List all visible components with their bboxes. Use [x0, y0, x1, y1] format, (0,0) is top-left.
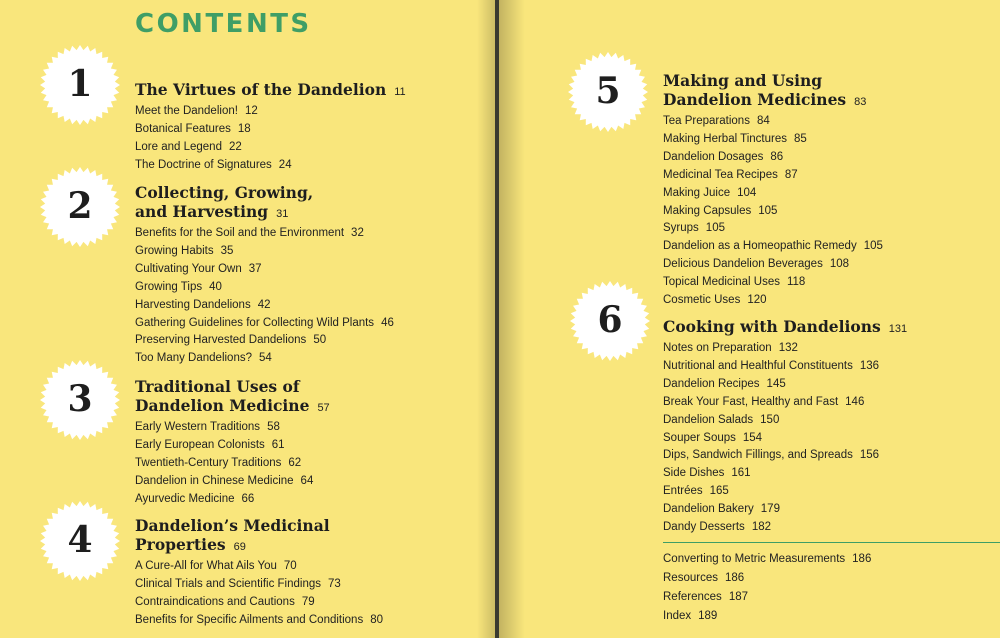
toc-entry-title: Lore and Legend [135, 140, 222, 153]
chapter-number: 5 [595, 70, 621, 112]
chapter-title-line: Traditional Uses of [135, 377, 300, 396]
toc-entry[interactable] [663, 185, 883, 203]
toc-entry-page: 79 [301, 595, 315, 608]
chapter-6-badge [569, 280, 651, 362]
chapter-number: 6 [597, 299, 623, 341]
chapter-title-line: Collecting, Growing, [135, 183, 314, 202]
toc-entry-title: Benefits for Specific Ailments and Conditions [135, 613, 364, 626]
back-matter-page: 186 [724, 572, 745, 584]
toc-entry-title: Making Herbal Tinctures [663, 132, 787, 145]
toc-entry-title: Side Dishes [663, 467, 725, 480]
back-matter-page: 189 [698, 610, 718, 622]
back-matter-title: Index [663, 610, 692, 622]
toc-entry-title: Syrups [663, 222, 699, 235]
toc-entry-page: 35 [220, 244, 234, 257]
toc-entry-page: 165 [709, 485, 729, 498]
toc-entry[interactable] [135, 315, 394, 333]
toc-entry[interactable] [135, 103, 406, 121]
toc-entry-page: 105 [758, 204, 778, 217]
toc-entry-page: 182 [751, 521, 771, 534]
toc-entry-page: 64 [300, 474, 314, 487]
chapter-page-number: 31 [276, 208, 289, 220]
toc-entry-page: 70 [283, 560, 297, 572]
chapter-title-line: Properties [135, 535, 226, 554]
toc-entry-title: Benefits for the Soil and the Environment [135, 227, 345, 239]
toc-entry[interactable] [135, 437, 330, 455]
toc-entry-title: Break Your Fast, Healthy and Fast [663, 395, 839, 408]
toc-entry-page: 24 [278, 158, 292, 171]
toc-entry-title: Dandelion Recipes [663, 377, 760, 390]
toc-entry[interactable] [663, 167, 883, 185]
toc-entry[interactable] [663, 256, 883, 274]
toc-entry-title: Tea Preparations [663, 115, 750, 127]
toc-entry-page: 18 [237, 122, 251, 135]
toc-entry[interactable] [663, 149, 883, 167]
chapter-title[interactable] [135, 183, 394, 224]
toc-entry-page: 118 [786, 276, 806, 289]
toc-entry-page: 86 [770, 150, 784, 163]
chapter-6 [663, 317, 907, 537]
toc-entry[interactable] [135, 455, 330, 473]
chapter-number: 1 [67, 63, 93, 105]
toc-entry-title: A Cure-All for What Ails You [135, 560, 277, 572]
toc-entry-title: Dandelion Dosages [663, 150, 764, 163]
back-matter [663, 550, 871, 626]
chapter-title[interactable] [663, 317, 907, 339]
toc-entry-page: 12 [244, 105, 258, 117]
toc-entry-title: Dandelion Salads [663, 413, 754, 426]
chapter-title[interactable] [135, 377, 330, 418]
chapter-number: 4 [67, 519, 93, 561]
chapter-1 [135, 80, 406, 175]
toc-entry-title: Botanical Features [135, 122, 231, 135]
toc-entry[interactable] [663, 358, 907, 376]
toc-entry[interactable] [663, 465, 907, 483]
back-matter-list [663, 550, 871, 626]
toc-entry-page: 22 [228, 140, 242, 153]
toc-entry-title: Early European Colonists [135, 438, 265, 451]
back-matter-entry[interactable] [663, 607, 871, 626]
toc-entry[interactable] [135, 243, 394, 261]
toc-entry[interactable] [135, 612, 383, 630]
toc-entry[interactable] [135, 332, 394, 350]
toc-entry-title: Dandelion as a Homeopathic Remedy [663, 240, 857, 253]
toc-entry-page: 50 [313, 334, 327, 347]
toc-entry-page: 37 [248, 262, 262, 275]
back-matter-page: 186 [852, 553, 872, 565]
chapter-1-badge [39, 44, 121, 126]
toc-entry-page: 132 [778, 342, 798, 354]
toc-entry[interactable] [663, 447, 907, 465]
chapter-title[interactable] [135, 516, 383, 557]
toc-entry-page: 161 [731, 467, 751, 480]
toc-entry[interactable] [663, 274, 883, 292]
toc-entry[interactable] [663, 483, 907, 501]
toc-entry-title: Too Many Dandelions? [135, 352, 252, 365]
toc-entry-page: 62 [288, 456, 302, 469]
toc-entry[interactable] [663, 501, 907, 519]
toc-entry[interactable] [663, 412, 907, 430]
toc-entry[interactable] [663, 519, 907, 537]
toc-entry-page: 136 [859, 359, 880, 372]
toc-entry-title: Entrées [663, 485, 703, 498]
back-matter-entry[interactable] [663, 569, 871, 588]
toc-entry-page: 145 [766, 377, 786, 390]
toc-entry-title: Twentieth-Century Traditions [135, 456, 282, 469]
chapter-title[interactable] [135, 80, 406, 102]
toc-entry[interactable] [135, 594, 383, 612]
toc-entry-title: Souper Soups [663, 431, 736, 444]
toc-entry[interactable] [135, 279, 394, 297]
chapter-entries [663, 340, 907, 537]
toc-entry-title: Dandelion in Chinese Medicine [135, 474, 294, 487]
toc-entry-title: Harvesting Dandelions [135, 298, 251, 311]
toc-entry[interactable] [663, 220, 883, 238]
toc-entry-title: Early Western Traditions [135, 421, 261, 433]
toc-entry-page: 108 [829, 258, 850, 271]
back-matter-page: 187 [728, 591, 748, 603]
contents-heading: CONTENTS [135, 9, 312, 39]
chapter-2-badge [39, 166, 121, 248]
chapter-entries [135, 558, 383, 630]
toc-entry-title: Dandelion Bakery [663, 503, 754, 516]
toc-entry-title: Growing Tips [135, 280, 203, 293]
toc-entry[interactable] [135, 558, 383, 576]
toc-entry-title: Making Juice [663, 186, 731, 199]
toc-entry[interactable] [663, 113, 883, 131]
toc-entry-title: Preserving Harvested Dandelions [135, 334, 307, 347]
toc-entry-title: Dips, Sandwich Fillings, and Spreads [663, 449, 853, 462]
toc-entry-title: Nutritional and Healthful Constituents [663, 359, 853, 372]
toc-entry-page: 84 [756, 115, 770, 127]
toc-entry[interactable] [135, 350, 394, 368]
toc-entry-title: Cultivating Your Own [135, 262, 242, 275]
toc-entry-title: The Doctrine of Signatures [135, 158, 272, 171]
toc-entry-title: Meet the Dandelion! [135, 105, 238, 117]
chapter-entries [663, 113, 883, 310]
toc-entry-title: Making Capsules [663, 204, 752, 217]
toc-entry-page: 105 [863, 240, 883, 253]
toc-entry[interactable] [135, 491, 330, 509]
back-matter-title: Resources [663, 572, 718, 584]
toc-entry-page: 66 [241, 492, 255, 505]
toc-entry-page: 61 [271, 438, 285, 451]
toc-entry-page: 104 [737, 186, 757, 199]
chapter-title-line: Dandelion Medicines [663, 90, 847, 109]
toc-entry-title: Clinical Trials and Scientific Findings [135, 577, 321, 590]
toc-entry-page: 32 [351, 227, 364, 239]
toc-entry-page: 40 [209, 280, 222, 293]
toc-entry-title: Growing Habits [135, 244, 214, 257]
toc-entry-title: Contraindications and Cautions [135, 595, 295, 608]
toc-entry-page: 80 [370, 613, 383, 626]
back-matter-entry[interactable] [663, 588, 871, 607]
toc-entry-page: 54 [259, 352, 272, 365]
toc-entry-page: 73 [328, 577, 341, 590]
back-matter-entry[interactable] [663, 550, 871, 569]
chapter-3 [135, 377, 330, 509]
toc-entry[interactable] [663, 238, 883, 256]
toc-entry-page: 42 [257, 298, 271, 311]
toc-entry-title: Notes on Preparation [663, 342, 772, 354]
toc-entry[interactable] [135, 225, 394, 243]
back-matter-title: References [663, 591, 722, 603]
toc-entry-page: 156 [859, 449, 880, 462]
toc-entry[interactable] [135, 419, 330, 437]
toc-entry[interactable] [135, 261, 394, 279]
chapter-page-number: 57 [317, 402, 330, 414]
chapter-5-badge [567, 51, 649, 133]
spine-shadow [477, 0, 495, 638]
toc-entry-page: 46 [381, 316, 394, 329]
toc-entry-title: Medicinal Tea Recipes [663, 168, 778, 181]
chapter-title-line: Dandelion Medicine [135, 396, 310, 415]
toc-entry[interactable] [663, 292, 883, 310]
toc-entry[interactable] [135, 121, 406, 139]
toc-entry-title: Gathering Guidelines for Collecting Wild Plants [135, 316, 375, 329]
toc-entry-page: 105 [705, 222, 725, 235]
chapter-page-number: 11 [394, 86, 406, 98]
chapter-number: 2 [67, 185, 93, 227]
chapter-4 [135, 516, 383, 630]
toc-entry-title: Ayurvedic Medicine [135, 492, 235, 505]
toc-entry-page: 120 [747, 294, 767, 307]
back-matter-title: Converting to Metric Measurements [663, 553, 846, 565]
toc-entry-title: Cosmetic Uses [663, 294, 741, 307]
toc-entry-title: Delicious Dandelion Beverages [663, 258, 823, 271]
toc-entry[interactable] [135, 473, 330, 491]
toc-entry[interactable] [663, 394, 907, 412]
toc-entry[interactable] [663, 131, 883, 149]
chapter-title[interactable] [663, 71, 883, 112]
toc-entry-page: 154 [742, 431, 763, 444]
chapter-title-line: Dandelion’s Medicinal [135, 516, 330, 535]
chapter-title-line: The Virtues of the Dandelion [135, 80, 387, 99]
chapter-page-number: 69 [233, 541, 246, 553]
chapter-title-line: and Harvesting [135, 202, 269, 221]
toc-entry[interactable] [663, 203, 883, 221]
chapter-4-badge [39, 500, 121, 582]
toc-entry-title: Topical Medicinal Uses [663, 276, 780, 289]
toc-entry-page: 146 [845, 395, 865, 408]
chapter-page-number: 83 [854, 96, 867, 108]
toc-entry-page: 179 [760, 503, 780, 516]
chapter-5 [663, 71, 883, 310]
chapter-title-line: Making and Using [663, 71, 823, 90]
toc-entry-title: Dandy Desserts [663, 521, 745, 534]
toc-entry-page: 85 [794, 132, 807, 145]
toc-entry[interactable] [663, 340, 907, 358]
chapter-2 [135, 183, 394, 368]
toc-entry[interactable] [135, 139, 406, 157]
toc-entry-page: 87 [784, 168, 798, 181]
toc-entry[interactable] [663, 430, 907, 448]
toc-entry[interactable] [663, 376, 907, 394]
toc-entry[interactable] [135, 157, 406, 175]
back-matter-divider [663, 542, 1000, 543]
spine-shadow [499, 0, 525, 638]
chapter-entries [135, 419, 330, 509]
toc-entry[interactable] [135, 297, 394, 315]
chapter-number: 3 [67, 378, 93, 420]
chapter-title-line: Cooking with Dandelions [663, 317, 881, 336]
chapter-3-badge [39, 359, 121, 441]
toc-entry[interactable] [135, 576, 383, 594]
toc-entry-page: 150 [760, 413, 780, 426]
toc-entry-page: 58 [267, 421, 280, 433]
chapter-page-number: 131 [888, 323, 908, 335]
chapter-entries [135, 103, 406, 175]
chapter-entries [135, 225, 394, 368]
